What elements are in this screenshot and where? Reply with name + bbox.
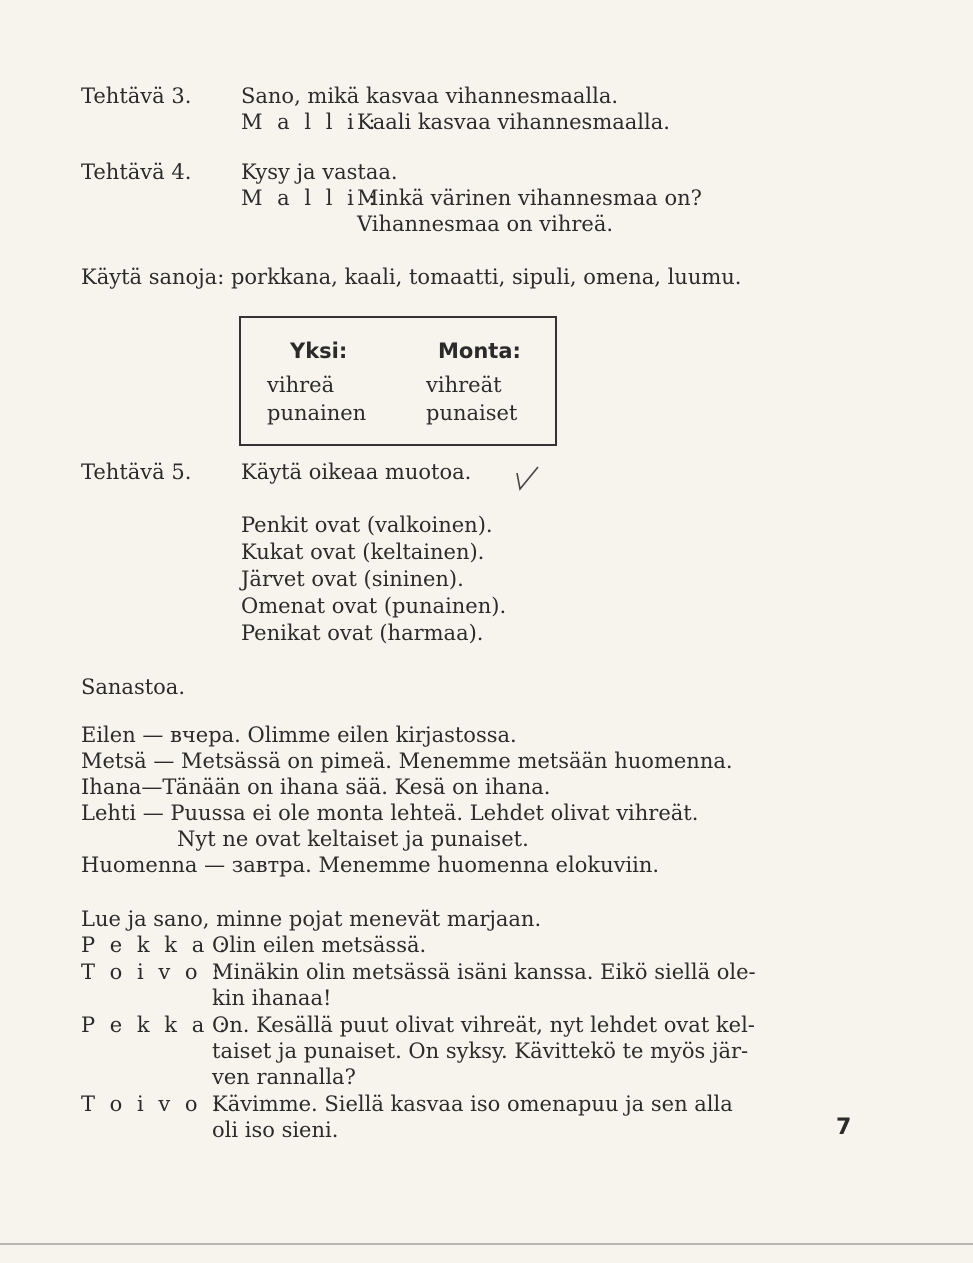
page-number: 7 (836, 1115, 852, 1140)
dialogue-line: kin ihanaa! (212, 986, 332, 1010)
words-line: Käytä sanoja: porkkana, kaali, tomaatti, sipuli, omena, luumu. (81, 265, 742, 289)
vocab-title: Sanastoa. (81, 675, 186, 699)
task5-item: Järvet ovat (sininen). (241, 567, 464, 591)
task4-label: Tehtävä 4. (81, 160, 192, 184)
task5-item: Omenat ovat (punainen). (241, 594, 507, 618)
dialogue-line: taiset ja punaiset. On syksy. Kävittekö te myös jär- (212, 1039, 749, 1063)
dialogue-line: On. Kesällä puut olivat vihreät, nyt lehdet ovat kel- (212, 1013, 755, 1037)
dialogue-line: oli iso sieni. (212, 1118, 339, 1142)
dialogue-line: Olin eilen metsässä. (212, 933, 427, 957)
speaker-label: P e k k a : (81, 1013, 230, 1037)
task3-model-text: Kaali kasvaa vihannesmaalla. (357, 110, 670, 134)
vocab-line: Ihana—Tänään on ihana sää. Kesä on ihana. (81, 775, 551, 799)
task3-instruction: Sano, mikä kasvaa vihannesmaalla. (241, 84, 619, 108)
task4-instruction: Kysy ja vastaa. (241, 160, 398, 184)
table-cell: punaiset (426, 401, 518, 425)
task5-item: Penkit ovat (valkoinen). (241, 513, 493, 537)
speaker-label: T o i v o : (81, 960, 224, 984)
page-bottom-edge (0, 1243, 973, 1245)
table-cell: punainen (267, 401, 367, 425)
speaker-label: P e k k a : (81, 933, 230, 957)
speaker-label: T o i v o : (81, 1092, 224, 1116)
vocab-line: Lehti — Puussa ei ole monta lehteä. Lehdet olivat vihreät. (81, 801, 699, 825)
task3-label: Tehtävä 3. (81, 84, 192, 108)
task5-label: Tehtävä 5. (81, 460, 192, 484)
table-header-many: Monta: (438, 339, 521, 363)
dialogue-intro: Lue ja sano, minne pojat menevät marjaan. (81, 907, 542, 931)
checkmark-icon (512, 463, 542, 493)
task4-model-question: Minkä värinen vihannesmaa on? (357, 186, 702, 210)
dialogue-line: ven rannalla? (212, 1065, 356, 1089)
singular-plural-table (239, 316, 557, 446)
task5-item: Kukat ovat (keltainen). (241, 540, 485, 564)
vocab-line: Eilen — вчера. Olimme eilen kirjastossa. (81, 723, 517, 747)
task4-model-answer: Vihannesmaa on vihreä. (357, 212, 614, 236)
table-cell: vihreät (426, 373, 502, 397)
table-cell: vihreä (267, 373, 335, 397)
dialogue-line: Minäkin olin metsässä isäni kanssa. Eikö siellä ole- (212, 960, 756, 984)
task5-instruction: Käytä oikeaa muotoa. (241, 460, 472, 484)
task4-model-label: M a l l i : (241, 186, 380, 210)
task5-item: Penikat ovat (harmaa). (241, 621, 484, 645)
dialogue-line: Kävimme. Siellä kasvaa iso omenapuu ja sen alla (212, 1092, 733, 1116)
vocab-line: Metsä — Metsässä on pimeä. Menemme metsään huomenna. (81, 749, 733, 773)
task3-model-label: M a l l i : (241, 110, 380, 134)
vocab-line: Huomenna — завтра. Menemme huomenna elokuviin. (81, 853, 660, 877)
vocab-line: Nyt ne ovat keltaiset ja punaiset. (177, 827, 529, 851)
table-header-one: Yksi: (290, 339, 348, 363)
